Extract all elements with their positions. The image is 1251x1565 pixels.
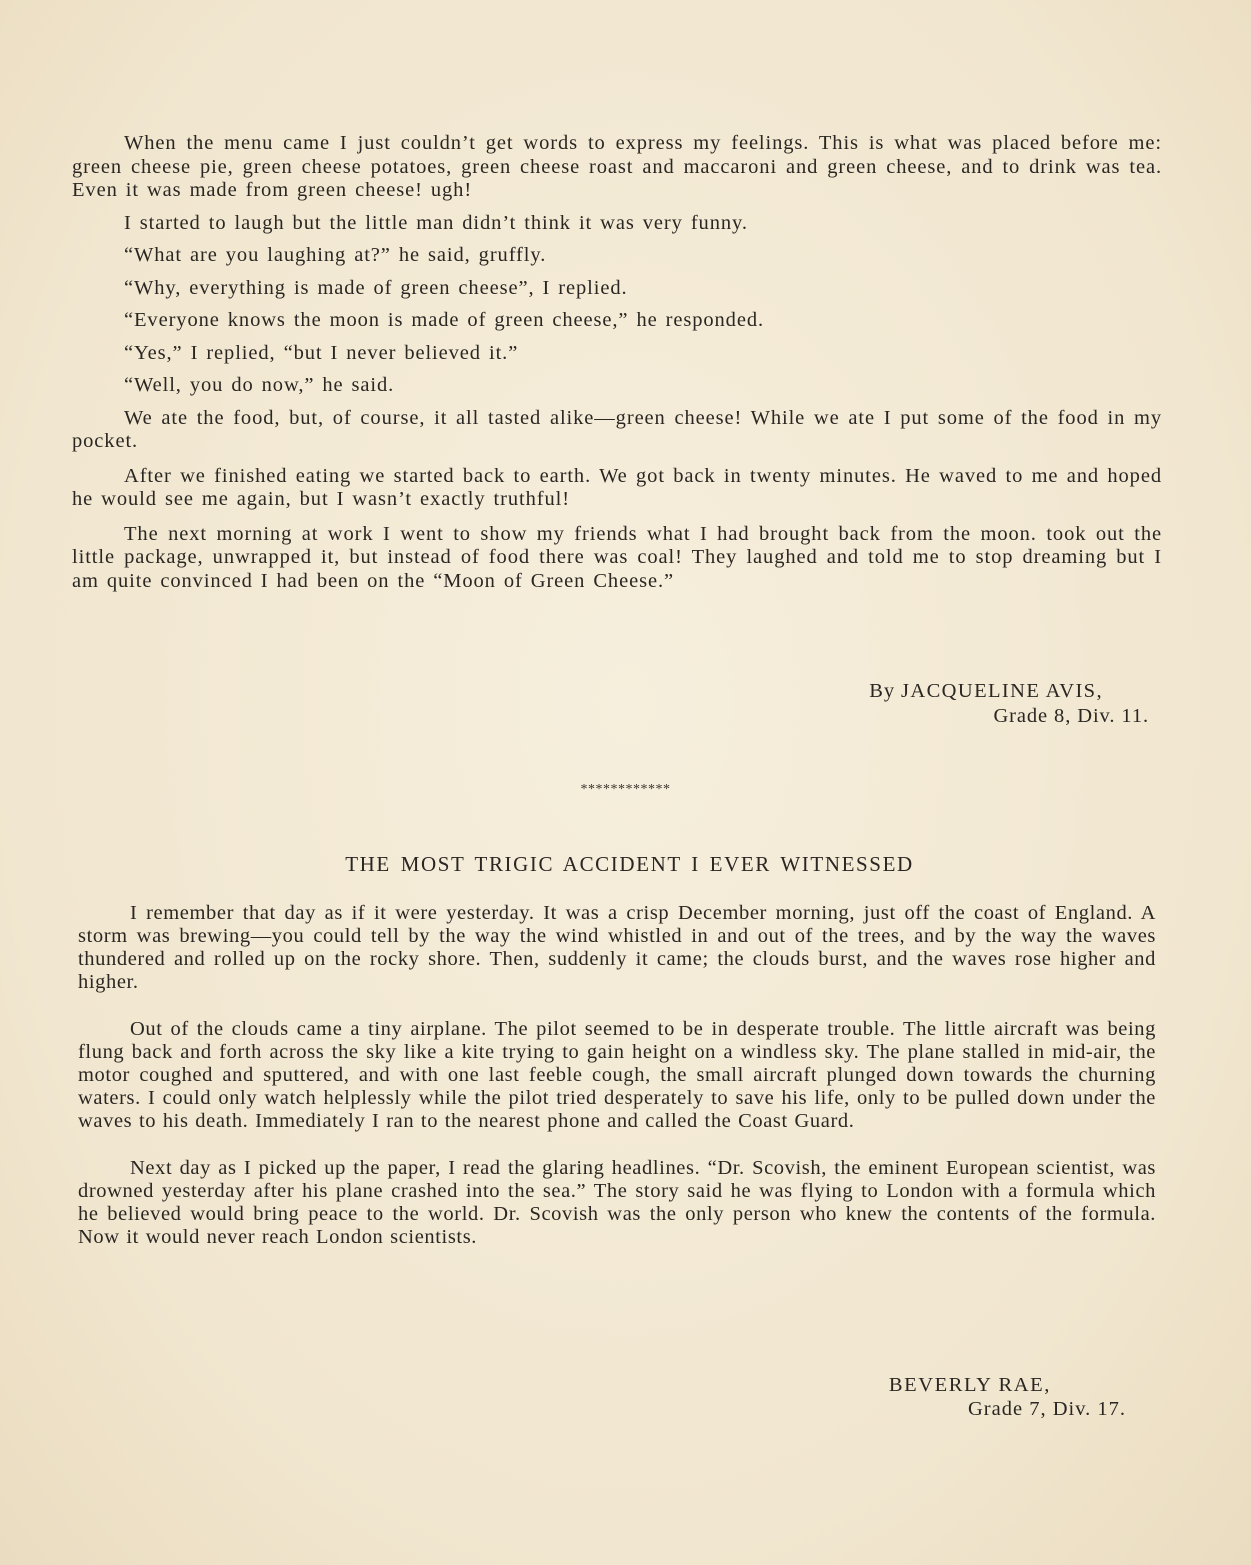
author-name: BEVERLY RAE,: [888, 1374, 1051, 1396]
author-name: JACQUELINE AVIS,: [901, 680, 1103, 702]
byline-story2: [888, 1374, 1126, 1421]
paragraph: “Well, you do now,” he said.: [124, 374, 395, 396]
story-title: THE MOST TRIGIC ACCIDENT I EVER WITNESSED: [345, 852, 914, 876]
paragraph: “What are you laughing at?” he said, gruffly.: [124, 244, 547, 266]
paragraph: “Everyone knows the moon is made of green cheese,” he responded.: [124, 309, 765, 331]
paragraph: When the menu came I just couldn’t get words to express my feelings. This is what was placed before me: green cheese pie, green cheese potatoes, green cheese roast and maccaroni and green cheese, and to drink was tea. Even it was made from green cheese! ugh!: [72, 132, 1162, 201]
story-accident: [78, 902, 1156, 1273]
section-separator: ************: [580, 782, 671, 797]
byline-prefix: By: [869, 680, 895, 702]
paragraph: After we finished eating we started back to earth. We got back in twenty minutes. He waved to me and hoped he would see me again, but I wasn’t exactly truthful!: [72, 464, 1162, 510]
paragraph: “Yes,” I replied, “but I never believed it.”: [124, 341, 519, 364]
paragraph: We ate the food, but, of course, it all tasted alike—green cheese! While we ate I put some of the food in my pocket.: [72, 406, 1162, 452]
author-line: [869, 680, 1103, 703]
author-grade: Grade 7, Div. 17.: [968, 1398, 1126, 1420]
byline-story1: [869, 680, 1149, 728]
paragraph: I remember that day as if it were yesterday. It was a crisp December morning, just off the coast of England. A storm was brewing—you could tell by the way the wind whistled in and out of the trees, and by the way the waves thundered and rolled up on the rocky shore. Then, suddenly it came; the clouds burst, and the waves rose higher and higher.: [78, 902, 1156, 993]
paragraph: Next day as I picked up the paper, I read the glaring headlines. “Dr. Scovish, the eminent European scientist, was drowned yesterday after his plane crashed into the sea.” The story said he was flying to London with a formula which he believed would bring peace to the world. Dr. Scovish was the only person who knew the contents of the formula. Now it would never reach London scientists.: [78, 1157, 1156, 1248]
paragraph: I started to laugh but the little man didn’t think it was very funny.: [124, 211, 748, 234]
paragraph: The next morning at work I went to show my friends what I had brought back from the moon. took out the little package, unwrapped it, but instead of food there was coal! They laughed and told me to stop dreaming but I am quite convinced I had been on the “Moon of Green Cheese.”: [72, 522, 1162, 592]
paragraph: Out of the clouds came a tiny airplane. The pilot seemed to be in desperate trouble. The little aircraft was being flung back and forth across the sky like a kite trying to gain height on a windless sky. The plane stalled in mid-air, the motor coughed and sputtered, and with one last feeble cough, the small aircraft plunged down towards the churning waters. I could only watch helplessly while the pilot tried desperately to save his life, only to be pulled down under the waves to his death. Immediately I ran to the nearest phone and called the Coast Guard.: [78, 1018, 1156, 1132]
story-green-cheese: [72, 132, 1162, 602]
paragraph: “Why, everything is made of green cheese”, I replied.: [124, 276, 628, 299]
author-grade: Grade 8, Div. 11.: [993, 705, 1149, 727]
